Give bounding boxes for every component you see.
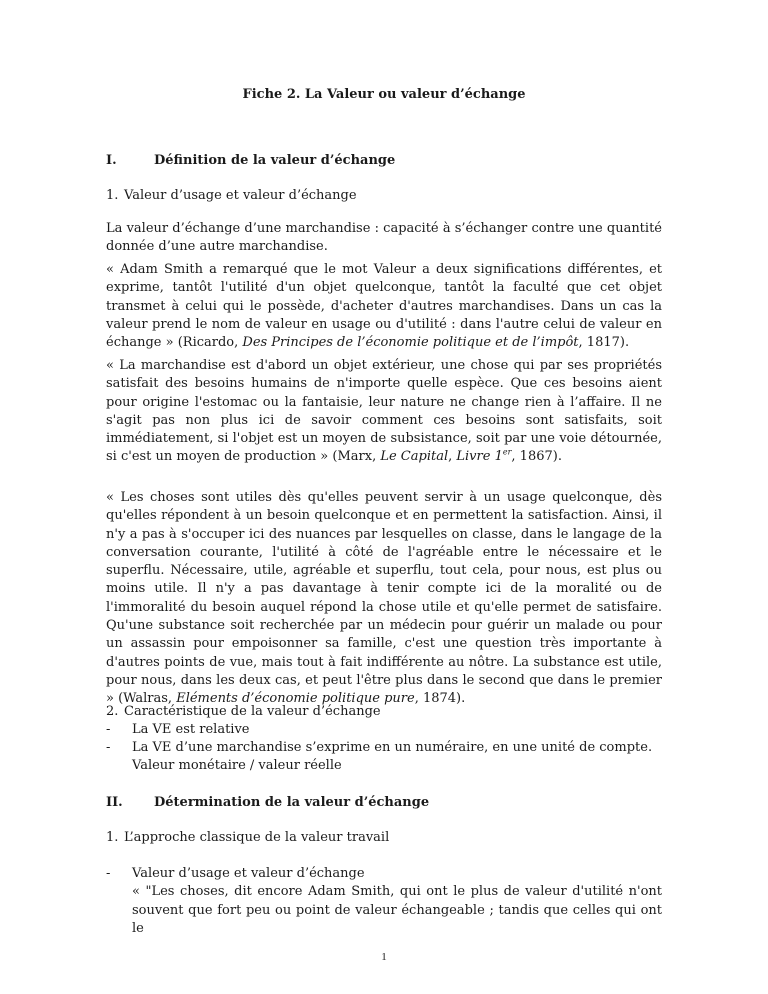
document-title: Fiche 2. La Valeur ou valeur d’échange xyxy=(242,87,526,102)
quote-text: « Adam Smith a remarqué que le mot Valeur a deux significations différentes, et exprime, tantôt l'utilité d'un objet quelconque, tantôt la faculté que cet objet transmet à celui qui le possède, d'acheter d'autres marchandises. Dans un cas la valeur prend le nom de valeur en usage ou d'utilité : dans l'autre celui de valeur en échange » (Ricardo, xyxy=(106,262,662,351)
bullet-relative xyxy=(106,721,662,739)
quote-text: « La marchandise est d'abord un objet extérieur, une chose qui par ses propriétés satisfait des besoins humains de n'importe quelle espèce. Que ces besoins aient pour origine l'estomac ou la fantaisie, leur nature ne change rien à l’affaire. Il ne s'agit pas non plus ici de savoir comment ces besoins sont satisfaits, soit immédiatement, si l'objet est un moyen de subsistance, soit par une voie détournée, si c'est un moyen de production » (Marx, xyxy=(106,358,662,465)
section-heading-1 xyxy=(106,152,662,170)
section-title: Détermination de la valeur d’échange xyxy=(154,795,430,810)
quote-superscript: er xyxy=(502,448,512,458)
quote-end: , 1867). xyxy=(511,449,562,465)
quote-text: « Les choses sont utiles dès qu'elles peuvent servir à un usage quelconque, dès qu'elles répondent à un besoin quelconque et en permettent la satisfaction. Ainsi, il n'y a pas à s'occuper ici des nuances par lesquelles on classe, dans le langage de la conversation courante, l'utilité à côté de l'agréable entre le nécessaire et le superflu. Nécessaire, utile, agréable et superflu, tout cela, pour nous, est plus ou moins utile. Il n'y a pas davantage à tenir compte ici de la moralité ou de l'immoralité du besoin auquel répond la chose utile et qu'elle permet de satisfaire. Qu'une substance soit recherchée par un médecin pour guérir un malade ou pour un assassin pour empoisonner sa famille, c'est une question très importante à d'autres points de vue, mais tout à fait indifférente au nôtre. La substance est utile, pour nous, dans les deux cas, et peut l'être plus dans le second que dans le premier » (Walras, xyxy=(106,490,662,707)
subsection-heading-1-2 xyxy=(106,703,662,721)
quote-work: Des Principes de l’économie politique et de l’impôt xyxy=(242,335,579,351)
subsection-title: Caractéristique de la valeur d’échange xyxy=(124,704,381,719)
quote-work: Le Capital xyxy=(380,449,449,465)
bullet-dash: - xyxy=(106,866,111,881)
subsection-heading-2-1 xyxy=(106,829,662,847)
quote-work-volume: Livre 1 xyxy=(456,449,503,465)
section-title: Définition de la valeur d’échange xyxy=(154,153,396,168)
subsection-number: 1. xyxy=(106,830,119,845)
section-number: II. xyxy=(106,795,123,810)
quote-end: , 1817). xyxy=(578,335,630,351)
paragraph-definition: La valeur d’échange d’une marchandise : capacité à s’échanger contre une quantité donnée d’une autre marchandise. xyxy=(106,221,662,255)
section-heading-2 xyxy=(106,794,662,812)
bullet-quote-smith: « "Les choses, dit encore Adam Smith, qui ont le plus de valeur d'utilité n'ont souvent que fort peu ou point de valeur échangeable ; tandis que celles qui ont le xyxy=(132,884,662,936)
bullet-numeraire xyxy=(106,739,662,776)
bullet-text-line2: Valeur monétaire / valeur réelle xyxy=(132,758,342,774)
subsection-number: 1. xyxy=(106,188,119,203)
quote-ricardo xyxy=(106,261,662,352)
quote-work: Eléments d’économie politique pure xyxy=(176,691,415,707)
subsection-title: L’approche classique de la valeur travail xyxy=(124,830,390,845)
bullet-dash: - xyxy=(106,740,111,755)
bullet-text: La VE d’une marchandise s’exprime en un numéraire, en une unité de compte. xyxy=(132,740,653,755)
page-number: 1 xyxy=(381,951,387,963)
bullet-dash: - xyxy=(106,722,111,737)
quote-end: , 1874). xyxy=(414,691,466,707)
quote-sep: , xyxy=(448,449,457,465)
bullet-valeur-usage xyxy=(106,865,662,938)
bullet-text: Valeur d’usage et valeur d’échange xyxy=(132,866,365,881)
subsection-heading-1-1 xyxy=(106,187,662,205)
bullet-text: La VE est relative xyxy=(132,722,250,737)
subsection-title: Valeur d’usage et valeur d’échange xyxy=(124,188,357,203)
section-number: I. xyxy=(106,153,117,168)
quote-walras xyxy=(106,489,662,709)
subsection-number: 2. xyxy=(106,704,119,719)
quote-marx xyxy=(106,357,662,467)
